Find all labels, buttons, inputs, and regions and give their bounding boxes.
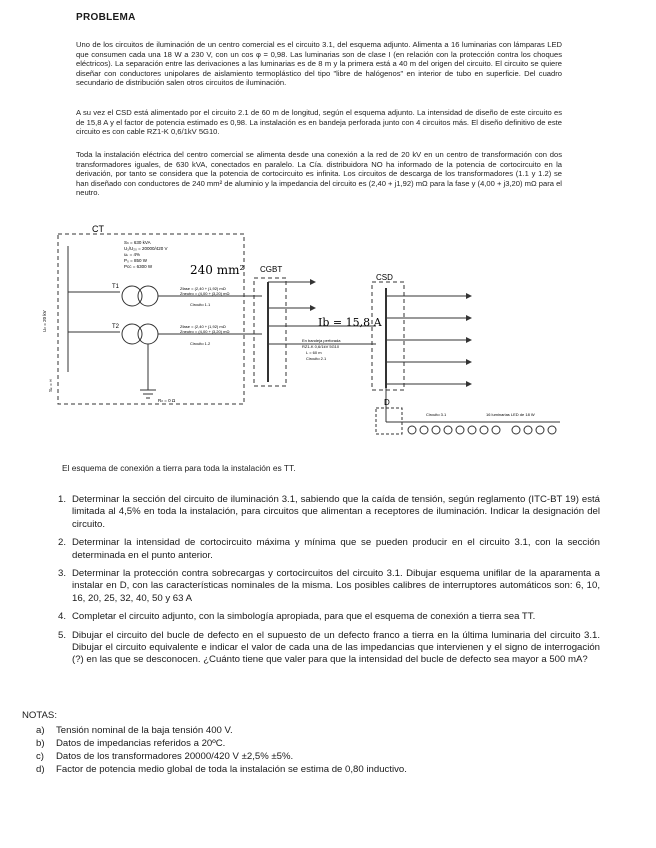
cgbt-label: CGBT <box>260 265 283 274</box>
earth-label: Rₙ = 0 Ω <box>158 398 176 403</box>
problem-title: PROBLEMA <box>76 12 136 23</box>
lamps-label: 16 luminarias LED de 18 W <box>486 412 535 417</box>
question-text: Determinar la protección contra sobrecargas y cortocircuitos del circuito 3.1. Dibujar esquema unifilar de la aparamenta a instalar en D, con las características nominales de la misma. Los posibles calibres de interruptores automáticos son: 6, 10, 16, 20, 25, 32, 40, 50 y 63 A <box>72 568 600 604</box>
question-text: Determinar la sección del circuito de iluminación 3.1, sabiendo que la caída de tensión, según reglamento (ITC-BT 19) está limitada al 4,5% en toda la instalación, para circuitos que alimentan a receptores de iluminación. Indicar la designación del circuito. <box>72 494 600 530</box>
note-letter: d) <box>36 764 45 775</box>
note-text: Tensión nominal de la baja tensión 400 V. <box>56 725 233 736</box>
ct-enclosure <box>58 234 244 404</box>
note-text: Factor de potencia medio global de toda la instalación se estima de 0,80 inductivo. <box>56 764 407 775</box>
question-number: 4. <box>57 611 66 623</box>
question-text: Dibujar el circuito del bucle de defecto en el supuesto de un defecto franco a tierra en la última luminaria del circuito 3.1. Dibujar el circuito equivalente e indicar el valor de cada una de las impedancias que intervienen y el signo de interrogación (?) en las que se desconocen. ¿Cuánto tiene que valer para que la intensidad del bucle de defecto sea mayor a 500 mA? <box>72 629 600 666</box>
luminaires-row <box>408 426 556 434</box>
note-text: Datos de impedancias referidos a 20ºC. <box>56 738 226 749</box>
trafo-sn: Sₙ = 630 kVA <box>124 240 151 245</box>
d-enclosure <box>376 408 402 434</box>
tray-line-2: RZ1-K 0,6/1kV 5G10 <box>302 344 340 349</box>
question-number: 5. <box>57 629 66 641</box>
notes-title: NOTAS: <box>22 710 58 721</box>
note-item <box>36 750 407 763</box>
transformer-t2-secondary <box>138 324 158 344</box>
notes-list <box>36 724 407 776</box>
note-letter: b) <box>36 738 45 749</box>
handwritten-section: 240 mm² <box>190 263 245 277</box>
question-number: 1. <box>57 494 66 505</box>
tray-line-3: L = 60 m <box>306 350 322 355</box>
transformer-t2-primary <box>122 324 142 344</box>
paragraph-transformer-center: Toda la instalación eléctrica del centro comercial se alimenta desde una conexión a la red de 20 kV en un centro de transformación con dos transformadores iguales, de 630 kVA, conectados en paralelo. La Cía. distribuidora NO ha informado de la potencia de cortocircuito en la derivación, por tanto se considera que la potencia de cortocircuito es infinita. Los circuitos de descarga de los transformadores (1.1 y 1.2) se han diseñado con conductores de 240 mm² de aluminio y la impedancia del circuito es (2,40 + j1,92) mΩ para la fase y (4,00 + j3,20) mΩ para el neutro. <box>76 150 562 198</box>
cgbt-enclosure <box>254 278 286 386</box>
question-list <box>44 494 600 673</box>
installation-schematic <box>40 222 620 454</box>
z-neutral-11: Zneutro = (4,00 + j3,20) mΩ <box>180 291 230 296</box>
trafo-uk: uₖ = 4% <box>124 252 141 257</box>
handwritten-current: Ib = 15,8 A <box>318 316 382 329</box>
trafo-p0: P₀ = 850 W <box>124 258 148 263</box>
note-item <box>36 737 407 750</box>
t2-label: T2 <box>112 324 120 330</box>
mv-label: Uₙ = 20 kV <box>42 310 47 332</box>
question-item <box>44 537 600 562</box>
question-number: 3. <box>57 568 66 580</box>
tray-line-1: En bandeja perforada <box>302 338 341 343</box>
d-label: D <box>384 398 390 407</box>
question-item <box>44 611 600 623</box>
note-item <box>36 763 407 776</box>
note-letter: a) <box>36 725 45 736</box>
question-item <box>44 630 600 667</box>
paragraph-circuit-description: Uno de los circuitos de iluminación de un centro comercial es el circuito 3.1, del esquema adjunto. Alimenta a 16 luminarias con lámparas LED que consumen cada una 18 W a 230 V, con un cos φ = 0,98. Las luminarias son de clase I (en relación con la protección contra los choques eléctricos). La separación entre las derivaciones a las luminarias es de 8 m y la primera está a 40 m del origen del circuito. El circuito se quiere diseñar con conductores unipolares de aislamiento termoplástico del tipo "libre de halógenos" en interior de tubo en superficie. Del cuadro secundario de distribución salen otros circuitos de iluminación. <box>76 40 562 88</box>
ct-label: CT <box>92 224 104 234</box>
t1-label: T1 <box>112 284 120 290</box>
z-phase-12: Zfase = (2,40 + j1,92) mΩ <box>180 324 226 329</box>
grid-label: Sₖ = ∞ <box>48 378 53 392</box>
z-neutral-12: Zneutro = (4,00 + j3,20) mΩ <box>180 329 230 334</box>
z-phase-11: Zfase = (2,40 + j1,92) mΩ <box>180 286 226 291</box>
circuit-31-label: Circuito 3.1 <box>426 412 447 417</box>
circuit-11-label: Circuito 1.1 <box>190 302 211 307</box>
earthing-caption: El esquema de conexión a tierra para toda la instalación es TT. <box>62 463 296 473</box>
tray-line-4: Circuito 2.1 <box>306 356 327 361</box>
trafo-ratio: U₁/U₂₀ = 20000/420 V <box>124 246 168 251</box>
transformer-t1-secondary <box>138 286 158 306</box>
question-item <box>44 494 600 531</box>
note-text: Datos de los transformadores 20000/420 V ±2,5% ±5%. <box>56 751 294 762</box>
csd-enclosure <box>372 282 404 390</box>
question-text: Completar el circuito adjunto, con la simbología apropiada, para que el esquema de conexión a tierra sea TT. <box>72 611 536 623</box>
question-number: 2. <box>57 537 66 549</box>
transformer-t1-primary <box>122 286 142 306</box>
note-item <box>36 724 407 737</box>
circuit-12-label: Circuito 1.2 <box>190 341 211 346</box>
paragraph-csd-supply: A su vez el CSD está alimentado por el circuito 2.1 de 60 m de longitud, según el esquema adjunto. La intensidad de diseño de este circuito es de 15,8 A y el factor de potencia estimado es 0,98. La instalación es en bandeja perforada junto con 4 circuitos más. El diseño definitivo de este circuito es con cable RZ1-K 0,6/1kV 5G10. <box>76 108 562 137</box>
question-text: Determinar la intensidad de cortocircuito máxima y mínima que se pueden producir en el circuito 3.1, con la sección determinada en el punto anterior. <box>72 537 600 561</box>
question-item <box>44 568 600 605</box>
csd-label: CSD <box>376 273 393 282</box>
trafo-pcc: Pcc = 6300 W <box>124 264 153 269</box>
note-letter: c) <box>36 751 44 762</box>
